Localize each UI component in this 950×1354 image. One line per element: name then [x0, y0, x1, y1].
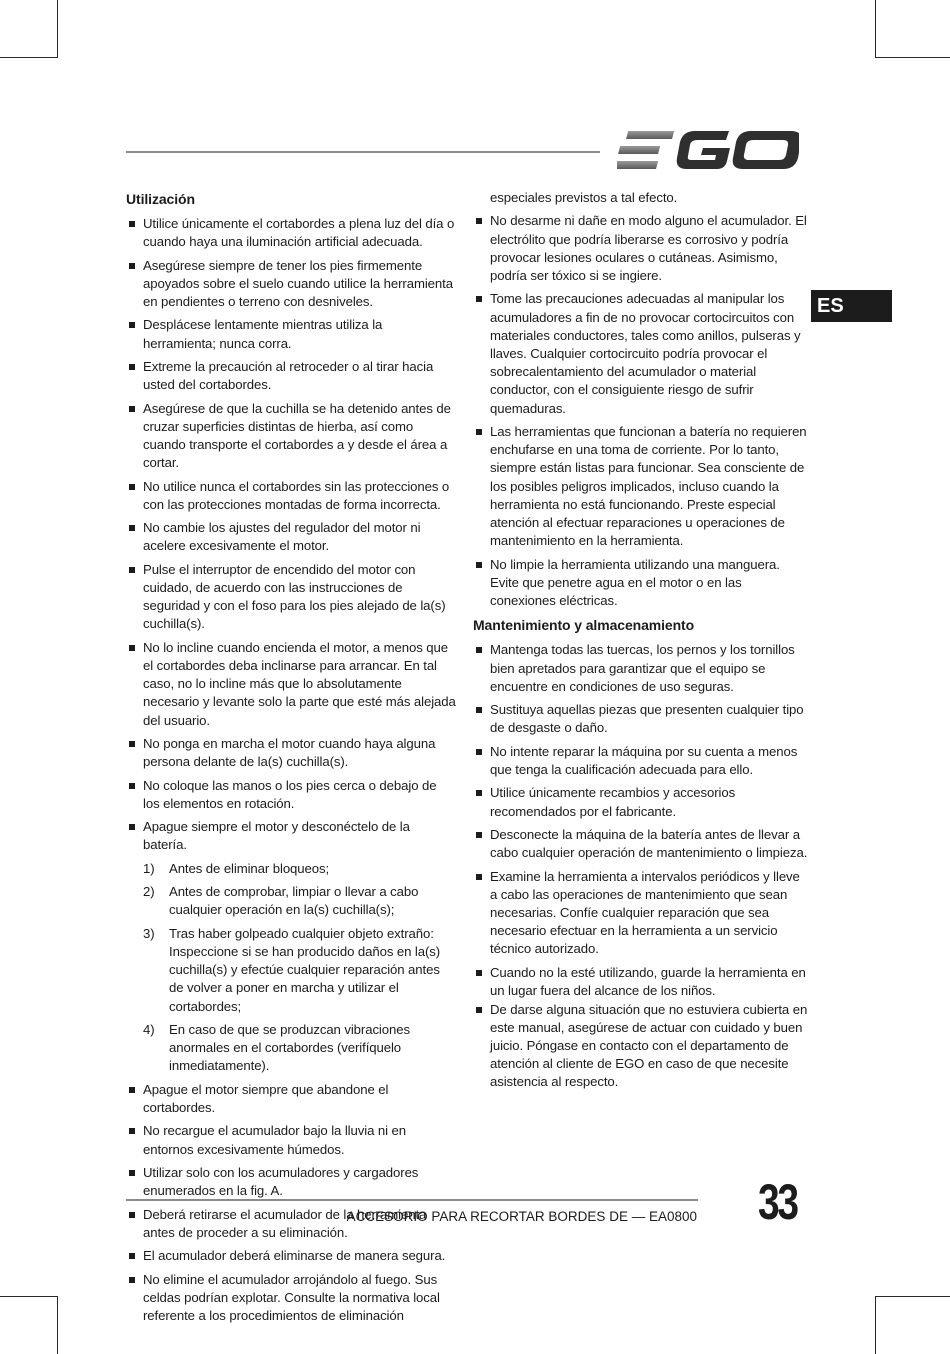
- list-item: Pulse el interruptor de encendido del motor con cuidado, de acuerdo con las instrucciones de seguridad y con el foso para los pies alejado de la(s) cuchilla(s).: [126, 561, 456, 634]
- list-item: No recargue el acumulador bajo la lluvia ni en entornos excesivamente húmedos.: [126, 1122, 456, 1158]
- ego-logo: [617, 128, 799, 172]
- crop-mark: [57, 1296, 58, 1354]
- item-text: Antes de comprobar, limpiar o llevar a cabo cualquier operación en la(s) cuchilla(s);: [169, 884, 419, 918]
- list-item: Apague siempre el motor y desconéctelo de la batería.: [126, 818, 456, 854]
- list-item: Extreme la precaución al retroceder o al tirar hacia usted del cortabordes.: [126, 358, 456, 394]
- item-number: 2): [143, 884, 155, 900]
- crop-mark: [875, 57, 950, 58]
- list-item: Examine la herramienta a intervalos periódicos y lleve a cabo las operaciones de mantenimiento que sean necesarias. Confíe cualquier reparación que sea necesario efectuar en la herramienta a un servicio técnico autorizado.: [473, 868, 808, 959]
- bullet-list: [126, 215, 456, 855]
- list-item: Asegúrese siempre de tener los pies firmemente apoyados sobre el suelo cuando utilice la herramienta en pendientes o terreno con desniveles.: [126, 257, 456, 312]
- item-text: En caso de que se produzcan vibraciones anormales en el cortabordes (verifíquelo inmediatamente).: [169, 1021, 410, 1074]
- bullet-list: [473, 641, 808, 958]
- item-number: 4): [143, 1021, 155, 1037]
- bullet-list: [126, 1081, 456, 1325]
- footer-rule: [126, 1199, 698, 1201]
- list-item: No intente reparar la máquina por su cuenta a menos que tenga la cualificación adecuada para ello.: [473, 743, 808, 779]
- list-item: El acumulador deberá eliminarse de manera segura.: [126, 1247, 456, 1265]
- crop-mark: [0, 1296, 58, 1297]
- list-item: Tome las precauciones adecuadas al manipular los acumuladores a fin de no provocar cortocircuitos con materiales conductores, tales como anillos, pulseras y llaves. Cualquier cortocircuito podría provocar el sobrecalentamiento del acumulador o material conductor, con el consiguiente riesgo de sufrir quemaduras.: [473, 290, 808, 417]
- numbered-item: [126, 1021, 456, 1076]
- crop-mark: [875, 0, 876, 58]
- list-item: De darse alguna situación que no estuviera cubierta en este manual, asegúrese de actuar con cuidado y buen juicio. Póngase en contacto con el departamento de atención al cliente de EGO en caso de que necesite asistencia al respecto.: [473, 1001, 808, 1092]
- list-item: Asegúrese de que la cuchilla se ha detenido antes de cruzar superficies distintas de hierba, así como cuando transporte el cortabordes a y desde el área a cortar.: [126, 400, 456, 473]
- item-text: Tras haber golpeado cualquier objeto extraño: Inspeccione si se han producido daños en la(s) cuchilla(s) y efectúe cualquier reparación antes de volver a poner en marcha y utilizar el cortabordes;: [169, 925, 441, 1014]
- numbered-item: [126, 883, 456, 919]
- crop-mark: [875, 1296, 950, 1297]
- numbered-item: [126, 860, 456, 878]
- bullet-list: [473, 964, 808, 1092]
- list-item: No elimine el acumulador arrojándolo al fuego. Sus celdas podrían explotar. Consulte la normativa local referente a los procedimientos de eliminación: [126, 1271, 456, 1326]
- crop-mark: [0, 57, 58, 58]
- list-item: No desarme ni dañe en modo alguno el acumulador. El electrólito que podría liberarse es corrosivo y podría provocar lesiones oculares o cutáneas. Asimismo, podría ser tóxico si se ingiere.: [473, 212, 808, 285]
- item-text: Antes de eliminar bloqueos;: [169, 860, 330, 876]
- list-item: No limpie la herramienta utilizando una manguera. Evite que penetre agua en el motor o en las conexiones eléctricas.: [473, 556, 808, 611]
- footer-title: ACCESORIO PARA RECORTAR BORDES DE — EA0800: [346, 1209, 697, 1224]
- list-item: No ponga en marcha el motor cuando haya alguna persona delante de la(s) cuchilla(s).: [126, 735, 456, 771]
- numbered-list: [126, 860, 456, 1076]
- numbered-item: [126, 925, 456, 1016]
- section-heading: Mantenimiento y almacenamiento: [473, 617, 695, 634]
- list-item: Utilizar solo con los acumuladores y cargadores enumerados en la fig. A.: [126, 1164, 456, 1200]
- list-item: No cambie los ajustes del regulador del motor ni acelere excesivamente el motor.: [126, 519, 456, 555]
- right-column: [473, 189, 808, 1092]
- list-item: Cuando no la esté utilizando, guarde la herramienta en un lugar fuera del alcance de los niños.: [473, 964, 808, 1000]
- list-item: Desplácese lentamente mientras utiliza la herramienta; nunca corra.: [126, 316, 456, 352]
- list-item: Mantenga todas las tuercas, los pernos y los tornillos bien apretados para garantizar que el equipo se encuentre en condiciones de uso seguras.: [473, 641, 808, 696]
- list-item: Utilice únicamente el cortabordes a plena luz del día o cuando haya una iluminación artificial adecuada.: [126, 215, 456, 251]
- language-tab: ES: [811, 290, 892, 322]
- page-number: 33: [758, 1174, 797, 1230]
- list-item: No utilice nunca el cortabordes sin las protecciones o con las protecciones montadas de forma incorrecta.: [126, 478, 456, 514]
- header-rule: [126, 151, 600, 153]
- list-item: No coloque las manos o los pies cerca o debajo de los elementos en rotación.: [126, 777, 456, 813]
- item-number: 1): [143, 860, 155, 876]
- section-heading: Utilización: [126, 191, 195, 207]
- crop-mark: [875, 1296, 876, 1354]
- list-item: Sustituya aquellas piezas que presenten cualquier tipo de desgaste o daño.: [473, 701, 808, 737]
- list-item: Las herramientas que funcionan a batería no requieren enchufarse en una toma de corriente. Por lo tanto, siempre están listas para funcionar. Sea consciente de los posibles peligros implicados, incluso cuando la herramienta no está funcionando. Preste especial atención al efectuar reparaciones u operaciones de mantenimiento en la herramienta.: [473, 423, 808, 550]
- bullet-list: [473, 212, 808, 610]
- list-item: Desconecte la máquina de la batería antes de llevar a cabo cualquier operación de mantenimiento o limpieza.: [473, 826, 808, 862]
- list-item: Deberá retirarse el acumulador de la herramienta antes de proceder a su eliminación.: [126, 1206, 456, 1242]
- continued-text: especiales previstos a tal efecto.: [490, 190, 678, 205]
- item-number: 3): [143, 925, 155, 941]
- list-item: Apague el motor siempre que abandone el cortabordes.: [126, 1081, 456, 1117]
- crop-mark: [57, 0, 58, 58]
- list-item: No lo incline cuando encienda el motor, a menos que el cortabordes deba inclinarse para arrancar. En tal caso, no lo incline más que lo absolutamente necesario y levante solo la parte que esté más alejada del usuario.: [126, 639, 456, 730]
- list-item: Utilice únicamente recambios y accesorios recomendados por el fabricante.: [473, 784, 808, 820]
- left-column: [126, 189, 456, 1330]
